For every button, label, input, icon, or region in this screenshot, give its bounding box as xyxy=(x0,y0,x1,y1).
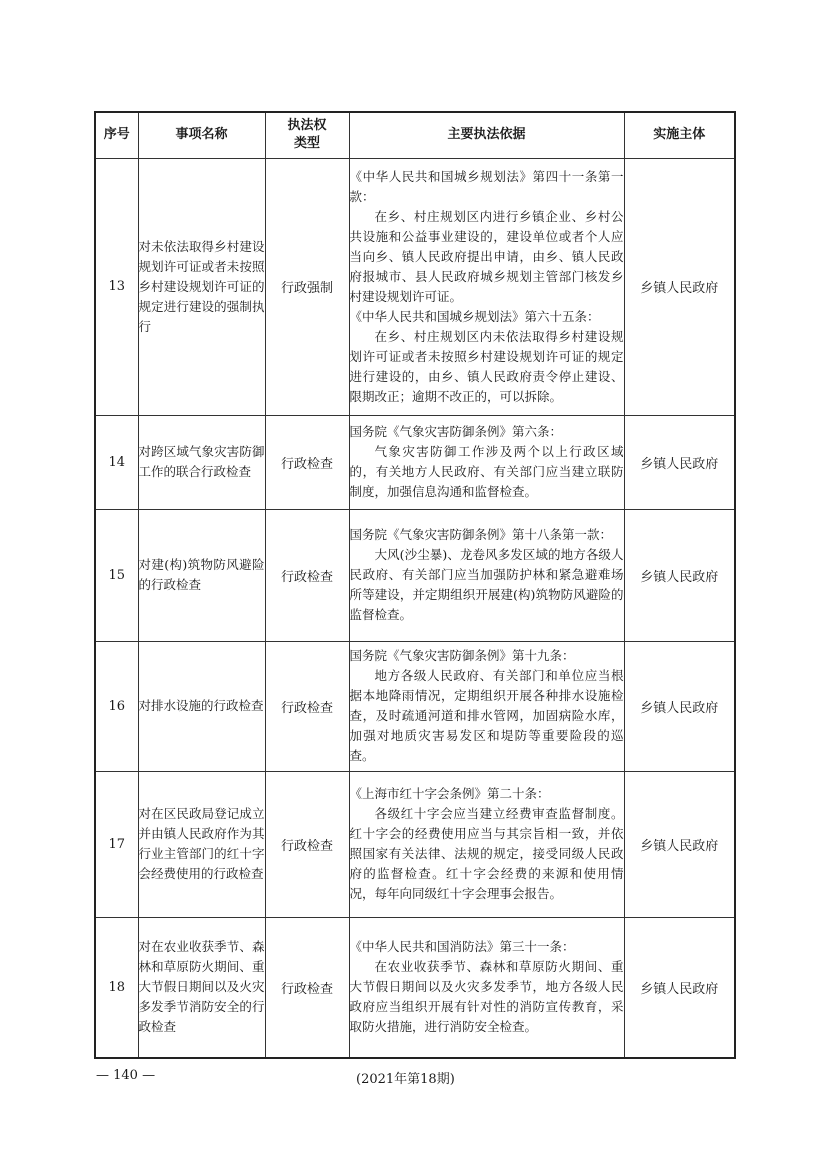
basis-source: 国务院《气象灾害防御条例》第十九条： xyxy=(349,648,575,663)
enforcement-table xyxy=(94,111,736,1059)
row-type: 行政检查 xyxy=(265,917,349,1058)
row-item-name: 对在农业收获季节、森林和草原防火期间、重大节假日期间以及火灾多发季节消防安全的行政检查 xyxy=(138,917,265,1058)
basis-source: 国务院《气象灾害防御条例》第十八条第一款： xyxy=(349,527,613,542)
row-item-name: 对建(构)筑物防风避险的行政检查 xyxy=(138,509,265,641)
basis-source: 国务院《气象灾害防御条例》第六条： xyxy=(349,424,563,439)
basis-source: 《中华人民共和国消防法》第三十一条： xyxy=(349,939,575,955)
row-no: 13 xyxy=(95,158,138,415)
row-item-name: 对未依法取得乡村建设规划许可证或者未按照乡村建设规划许可证的规定进行建设的强制执行 xyxy=(138,158,265,415)
row-basis xyxy=(349,917,624,1058)
basis-text: 在乡、村庄规划区内未依法取得乡村建设规划许可证或者未按照乡村建设规划许可证的规定进行建设的，由乡、镇人民政府责令停止建设、限期改正；逾期不改正的，可以拆除。 xyxy=(349,328,624,404)
row-no: 16 xyxy=(95,641,138,771)
table-row xyxy=(95,641,735,771)
header-no: 序号 xyxy=(95,112,138,158)
row-type: 行政检查 xyxy=(265,415,349,509)
row-subject: 乡镇人民政府 xyxy=(624,917,735,1058)
row-basis xyxy=(349,158,624,415)
basis-text: 在农业收获季节、森林和草原防火期间、重大节假日期间以及火灾多发季节，地方各级人民政府应当组织开展有针对性的消防宣传教育，采取防火措施，进行消防安全检查。 xyxy=(349,959,624,1035)
row-basis xyxy=(349,415,624,509)
table-row xyxy=(95,917,735,1058)
basis-text: 地方各级人民政府、有关部门和单位应当根据本地降雨情况，定期组织开展各种排水设施检查，及时疏通河道和排水管网，加固病险水库，加强对地质灾害易发区和堤防等重要险段的巡查。 xyxy=(349,668,624,763)
row-basis xyxy=(349,771,624,917)
basis-source: 《中华人民共和国城乡规划法》第四十一条第一款： xyxy=(349,168,624,204)
row-item-name: 对跨区域气象灾害防御工作的联合行政检查 xyxy=(138,415,265,509)
header-subject: 实施主体 xyxy=(624,112,735,158)
row-basis xyxy=(349,641,624,771)
row-no: 17 xyxy=(95,771,138,917)
row-type: 行政检查 xyxy=(265,771,349,917)
row-no: 15 xyxy=(95,509,138,641)
table-row xyxy=(95,771,735,917)
header-type xyxy=(265,112,349,158)
basis-text: 各级红十字会应当建立经费审查监督制度。红十字会的经费使用应当与其宗旨相一致，并依照国家有关法律、法规的规定，接受同级人民政府的监督检查。红十字会经费的来源和使用情况，每年向同级红十字会理事会报告。 xyxy=(349,806,624,901)
table-row xyxy=(95,415,735,509)
basis-source: 《上海市红十字会条例》第二十条： xyxy=(349,786,550,801)
header-basis: 主要执法依据 xyxy=(349,112,624,158)
row-item-name: 对在区民政局登记成立并由镇人民政府作为其行业主管部门的红十字会经费使用的行政检查 xyxy=(138,771,265,917)
header-name: 事项名称 xyxy=(138,112,265,158)
table-row xyxy=(95,509,735,641)
row-type: 行政强制 xyxy=(265,158,349,415)
issue-label: (2021年第18期) xyxy=(356,1072,455,1087)
row-type: 行政检查 xyxy=(265,509,349,641)
row-subject: 乡镇人民政府 xyxy=(624,415,735,509)
table-row xyxy=(95,158,735,415)
row-basis xyxy=(349,509,624,641)
basis-text: 大风(沙尘暴)、龙卷风多发区域的地方各级人民政府、有关部门应当加强防护林和紧急避难场所等建设，并定期组织开展建(构)筑物防风避险的监督检查。 xyxy=(349,547,624,622)
table-header-row xyxy=(95,112,735,158)
row-type: 行政检查 xyxy=(265,641,349,771)
row-subject: 乡镇人民政府 xyxy=(624,641,735,771)
row-subject: 乡镇人民政府 xyxy=(624,158,735,415)
page-number: — 140 — xyxy=(96,1068,156,1083)
row-subject: 乡镇人民政府 xyxy=(624,509,735,641)
basis-text: 在乡、村庄规划区内进行乡镇企业、乡村公共设施和公益事业建设的，建设单位或者个人应当向乡、镇人民政府提出申请，由乡、镇人民政府报城市、县人民政府城乡规划主管部门核发乡村建设规划许可证。 xyxy=(349,208,624,304)
header-type-text: 执法权类型 xyxy=(287,118,327,152)
row-no: 14 xyxy=(95,415,138,509)
basis-source: 《中华人民共和国城乡规划法》第六十五条： xyxy=(349,308,600,324)
row-no: 18 xyxy=(95,917,138,1058)
basis-text: 气象灾害防御工作涉及两个以上行政区域的，有关地方人民政府、有关部门应当建立联防制度，加强信息沟通和监督检查。 xyxy=(349,444,624,499)
row-subject: 乡镇人民政府 xyxy=(624,771,735,917)
row-item-name: 对排水设施的行政检查 xyxy=(138,641,265,771)
